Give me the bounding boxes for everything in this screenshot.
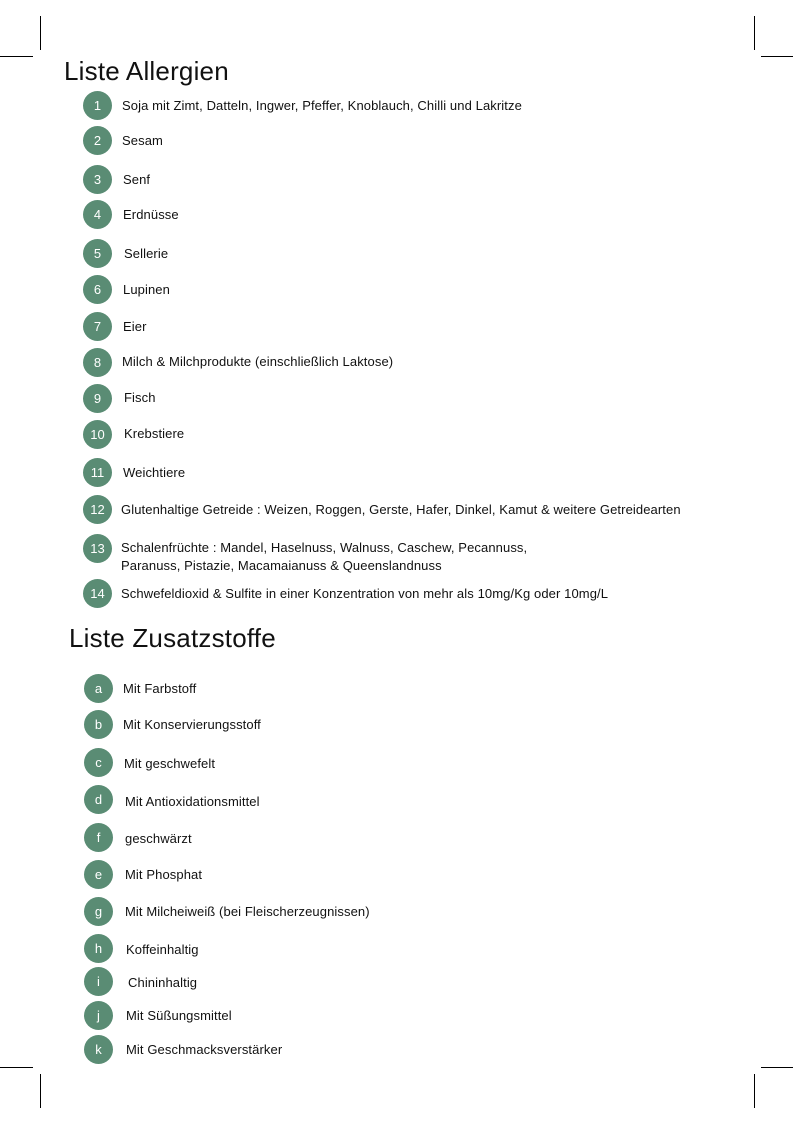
allergen-label: Krebstiere (124, 426, 185, 441)
additive-label: Mit Konservierungsstoff (123, 717, 261, 732)
additive-label: Mit Farbstoff (123, 681, 197, 696)
crop-mark-top-right-horizontal (761, 56, 793, 57)
allergen-label: Sellerie (124, 246, 169, 261)
crop-mark-top-left-vertical (40, 16, 41, 50)
allergen-label: Sesam (122, 133, 163, 148)
allergen-number-badge: 8 (83, 348, 112, 377)
allergen-number-badge: 4 (83, 200, 112, 229)
allergen-number-badge: 5 (83, 239, 112, 268)
additive-letter-badge: j (84, 1001, 113, 1030)
additive-letter-badge: e (84, 860, 113, 889)
allergen-number-badge: 3 (83, 165, 112, 194)
allergen-label: Erdnüsse (123, 207, 179, 222)
allergen-number-badge: 7 (83, 312, 112, 341)
allergen-label-continued: Paranuss, Pistazie, Macamaianuss & Queenslandnuss (121, 558, 442, 573)
allergen-number-badge: 6 (83, 275, 112, 304)
allergen-number-badge: 14 (83, 579, 112, 608)
crop-mark-bottom-right-vertical (754, 1074, 755, 1108)
additive-label: Mit Süßungsmittel (126, 1008, 232, 1023)
allergen-label: Soja mit Zimt, Datteln, Ingwer, Pfeffer, Knoblauch, Chilli und Lakritze (122, 98, 522, 113)
crop-mark-top-left-horizontal (0, 56, 33, 57)
additive-label: Mit Antioxidationsmittel (125, 794, 260, 809)
additive-letter-badge: k (84, 1035, 113, 1064)
allergen-number-badge: 11 (83, 458, 112, 487)
allergen-label: Fisch (124, 390, 156, 405)
additive-letter-badge: b (84, 710, 113, 739)
allergen-label: Milch & Milchprodukte (einschließlich Laktose) (122, 354, 394, 369)
allergen-number-badge: 2 (83, 126, 112, 155)
additive-label: Koffeinhaltig (126, 942, 199, 957)
allergen-label: Glutenhaltige Getreide : Weizen, Roggen, Gerste, Hafer, Dinkel, Kamut & weitere Getreidearten (121, 502, 681, 517)
allergen-number-badge: 10 (83, 420, 112, 449)
additive-letter-badge: f (84, 823, 113, 852)
additive-letter-badge: d (84, 785, 113, 814)
additive-letter-badge: a (84, 674, 113, 703)
allergen-label: Schalenfrüchte : Mandel, Haselnuss, Walnuss, Caschew, Pecannuss, (121, 540, 528, 555)
additive-label: Chininhaltig (128, 975, 198, 990)
allergen-label: Schwefeldioxid & Sulfite in einer Konzentration von mehr als 10mg/Kg oder 10mg/L (121, 586, 609, 601)
allergen-label: Lupinen (123, 282, 170, 297)
allergen-label: Weichtiere (123, 465, 186, 480)
crop-mark-bottom-right-horizontal (761, 1067, 793, 1068)
additive-label: Mit Milcheiweiß (bei Fleischerzeugnissen) (125, 904, 370, 919)
additive-label: Mit Phosphat (125, 867, 203, 882)
additive-letter-badge: c (84, 748, 113, 777)
crop-mark-bottom-left-vertical (40, 1074, 41, 1108)
additive-letter-badge: g (84, 897, 113, 926)
crop-mark-top-right-vertical (754, 16, 755, 50)
additive-letter-badge: i (84, 967, 113, 996)
additive-label: Mit Geschmacksverstärker (126, 1042, 283, 1057)
allergen-number-badge: 13 (83, 534, 112, 563)
additive-label: geschwärzt (125, 831, 192, 846)
crop-mark-bottom-left-horizontal (0, 1067, 33, 1068)
additive-label: Mit geschwefelt (124, 756, 216, 771)
additives-heading: Liste Zusatzstoffe (69, 623, 276, 653)
allergen-number-badge: 9 (83, 384, 112, 413)
allergen-label: Senf (123, 172, 151, 187)
additive-letter-badge: h (84, 934, 113, 963)
allergens-heading: Liste Allergien (64, 56, 229, 86)
allergen-label: Eier (123, 319, 147, 334)
allergen-number-badge: 1 (83, 91, 112, 120)
allergen-number-badge: 12 (83, 495, 112, 524)
